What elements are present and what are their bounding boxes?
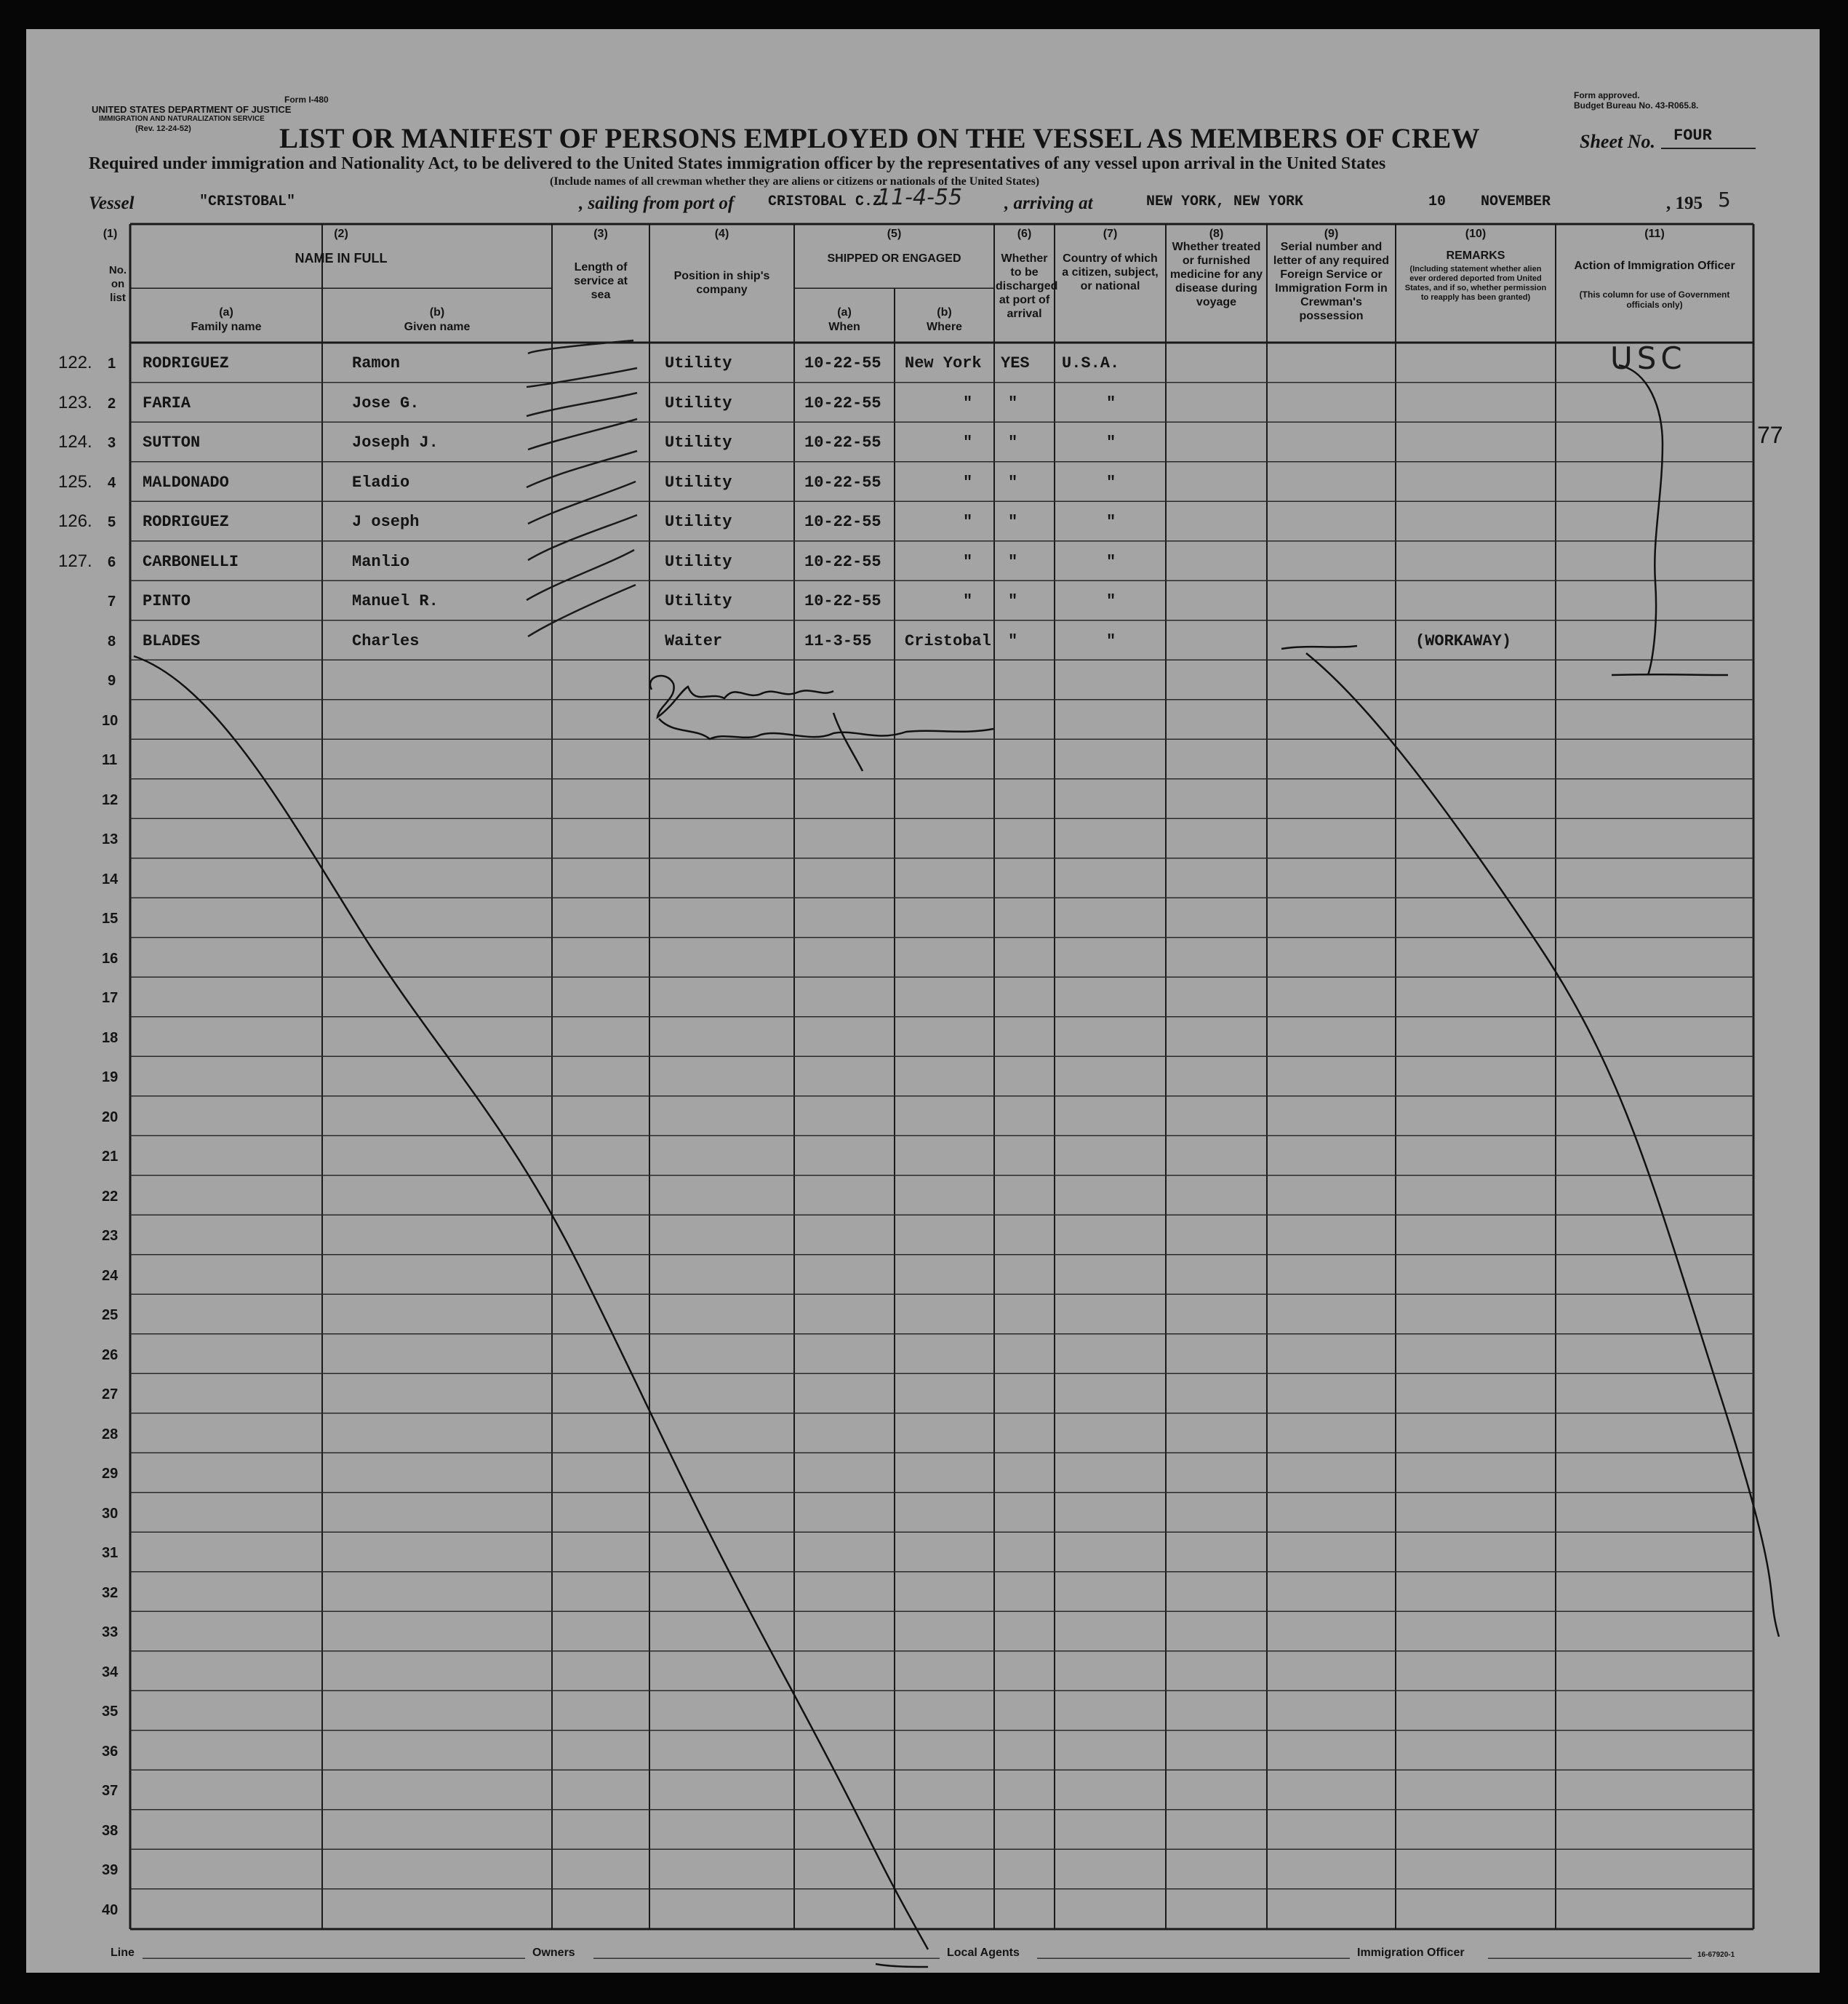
form-approval: Form approved.	[1574, 90, 1640, 100]
col-11-sub: (This column for use of Government officials only)	[1579, 290, 1730, 310]
col-11-label: Action of Immigration Officer	[1574, 260, 1735, 272]
row-number: 32	[102, 1584, 119, 1601]
arrival-year-digit: 5	[1718, 188, 1731, 212]
given-name-cell: Eladio	[352, 473, 410, 492]
row-number: 33	[102, 1624, 119, 1640]
remarks-cell: (WORKAWAY)	[1415, 631, 1512, 650]
position-cell: Utility	[665, 552, 732, 571]
position-cell: Utility	[665, 434, 732, 452]
shipped-where-cell: "	[963, 513, 973, 531]
footer-print-code: 16-67920-1	[1697, 1951, 1735, 1959]
discharged-cell: "	[1008, 434, 1018, 452]
family-name-cell: SUTTON	[143, 434, 201, 452]
position-cell: Waiter	[665, 631, 723, 650]
col-2a-number: (a)	[219, 306, 233, 319]
shipped-where-cell: "	[963, 473, 973, 492]
count-annotation: 77	[1757, 422, 1783, 448]
vessel-name: "CRISTOBAL"	[199, 193, 296, 210]
family-name-cell: RODRIGUEZ	[143, 354, 229, 372]
col-9-number: (9)	[1324, 228, 1339, 240]
col-5a-number: (a)	[837, 306, 852, 319]
discharged-cell: "	[1008, 552, 1018, 571]
family-name-cell: FARIA	[143, 394, 191, 412]
shipped-when-cell: 10-22-55	[804, 434, 881, 452]
row-number: 26	[102, 1346, 119, 1363]
given-name-cell: J oseph	[352, 513, 420, 531]
arriving-label: , arriving at	[1004, 193, 1093, 213]
department-name: UNITED STATES DEPARTMENT OF JUSTICE	[92, 104, 292, 115]
country-cell: "	[1106, 552, 1116, 571]
row-number: 34	[102, 1664, 119, 1680]
family-name-cell: PINTO	[143, 592, 191, 610]
col-8-number: (8)	[1209, 228, 1224, 240]
row-number: 37	[102, 1783, 119, 1799]
country-cell: "	[1106, 394, 1116, 412]
row-number: 16	[102, 950, 119, 967]
row-number: 39	[102, 1862, 119, 1878]
row-number: 3	[108, 435, 116, 451]
row-number: 12	[102, 791, 119, 808]
shipped-when-cell: 10-22-55	[804, 552, 881, 571]
shipped-where-cell: "	[963, 394, 973, 412]
usc-annotation: USC	[1610, 340, 1687, 376]
position-cell: Utility	[665, 513, 732, 531]
discharged-cell: "	[1008, 592, 1018, 610]
sailing-date-handwritten: 11-4-55	[877, 185, 963, 210]
length-of-service-tick-marks	[527, 340, 637, 636]
form-revision: (Rev. 12-24-52)	[135, 124, 191, 133]
given-name-cell: Joseph J.	[352, 434, 439, 452]
form-number: Form I-480	[284, 95, 329, 105]
row-number: 28	[102, 1426, 119, 1442]
shipped-where-cell: New York	[905, 354, 982, 372]
col-10-sub: (Including statement whether alien ever ordered deported from United States, and if so, whether permission to reapply has been granted)	[1404, 265, 1547, 302]
family-name-cell: BLADES	[143, 631, 201, 650]
manifest-sheet	[26, 29, 1820, 1973]
discharged-cell: "	[1008, 631, 1018, 650]
given-name-cell: Ramon	[352, 354, 401, 372]
discharged-cell: YES	[1001, 354, 1030, 372]
col-10-label: REMARKS	[1446, 249, 1505, 262]
country-cell: U.S.A.	[1062, 354, 1120, 372]
footer-agents-label: Local Agents	[947, 1947, 1020, 1959]
row-number: 20	[102, 1109, 119, 1125]
col-2-label: NAME IN FULL	[295, 251, 388, 266]
shipped-where-cell: Cristobal	[905, 631, 991, 650]
row-number: 9	[108, 673, 116, 689]
discharged-cell: "	[1008, 513, 1018, 531]
col-5b-label: Where	[927, 321, 962, 333]
vessel-label: Vessel	[89, 193, 135, 213]
list-number-handwritten: 127.	[58, 551, 92, 571]
sailing-port: CRISTOBAL C.Z.	[768, 193, 891, 210]
list-number-handwritten: 126.	[58, 511, 92, 531]
country-cell: "	[1106, 434, 1116, 452]
shipped-when-cell: 10-22-55	[804, 473, 881, 492]
arrival-year-prefix: , 195	[1666, 193, 1703, 213]
col-2-number: (2)	[334, 228, 348, 240]
shipped-when-cell: 10-22-55	[804, 592, 881, 610]
footer-officer-label: Immigration Officer	[1357, 1947, 1465, 1959]
given-name-cell: Manlio	[352, 552, 410, 571]
row-number: 24	[102, 1267, 119, 1284]
footer-line-label: Line	[111, 1947, 135, 1959]
row-number: 4	[108, 474, 116, 491]
given-name-cell: Charles	[352, 631, 420, 650]
row-number: 8	[108, 633, 116, 650]
budget-bureau: Budget Bureau No. 43-R065.8.	[1574, 100, 1699, 111]
row-number: 18	[102, 1029, 119, 1046]
officer-signature	[650, 676, 993, 771]
row-number: 5	[108, 514, 116, 530]
row-number: 27	[102, 1386, 119, 1402]
position-cell: Utility	[665, 592, 732, 610]
service-name: IMMIGRATION AND NATURALIZATION SERVICE	[99, 115, 265, 123]
sailing-port-label: , sailing from port of	[579, 193, 735, 213]
col-2a-label: Family name	[191, 321, 262, 333]
discharged-cell: "	[1008, 394, 1018, 412]
row-number: 2	[108, 395, 116, 412]
col-2b-label: Given name	[404, 321, 471, 333]
position-cell: Utility	[665, 354, 732, 372]
sheet-label: Sheet No.	[1580, 131, 1655, 152]
row-number: 30	[102, 1505, 119, 1522]
page-subtitle: Required under immigration and Nationality Act, to be delivered to the United States immigration officer by the representatives of any vessel upon arrival in the United States	[89, 154, 1386, 173]
col-8-label: Whether treated or furnished medicine for any disease during voyage	[1169, 241, 1263, 308]
row-number: 31	[102, 1545, 119, 1561]
row-number: 36	[102, 1743, 119, 1760]
col-7-number: (7)	[1103, 228, 1118, 240]
col-5a-label: When	[828, 321, 860, 333]
row-number: 14	[102, 871, 119, 887]
col-7-label: Country of which a citizen, subject, or national	[1062, 252, 1159, 292]
row-number: 11	[102, 752, 118, 768]
col-6-label: Whether to be discharged at port of arrival	[996, 252, 1058, 320]
col-3-label: Length of service at sea	[574, 261, 628, 301]
sheet-number: FOUR	[1673, 127, 1712, 145]
row-number: 19	[102, 1069, 119, 1085]
col-1-number: (1)	[103, 228, 118, 240]
row-number: 22	[102, 1188, 119, 1205]
country-cell: "	[1106, 631, 1116, 650]
arrival-day: 10	[1428, 193, 1447, 210]
usc-bracket	[1281, 365, 1728, 675]
shipped-where-cell: "	[963, 552, 973, 571]
col-1-label: No. on list	[108, 264, 127, 304]
row-number: 7	[108, 594, 116, 610]
crew-inclusion-note: (Include names of all crewman whether they are aliens or citizens or nationals of the United States)	[550, 175, 1040, 188]
shipped-when-cell: 10-22-55	[804, 354, 881, 372]
arrival-month: NOVEMBER	[1481, 193, 1551, 210]
family-name-cell: MALDONADO	[143, 473, 229, 492]
row-number: 1	[108, 356, 116, 372]
col-5-number: (5)	[887, 228, 902, 240]
position-cell: Utility	[665, 473, 732, 492]
col-5b-number: (b)	[937, 306, 952, 319]
family-name-cell: CARBONELLI	[143, 552, 239, 571]
list-number-handwritten: 125.	[58, 471, 92, 492]
row-number: 13	[102, 831, 119, 847]
footer-owners-label: Owners	[532, 1947, 575, 1959]
col-11-number: (11)	[1644, 228, 1665, 240]
col-3-number: (3)	[593, 228, 608, 240]
col-4-number: (4)	[714, 228, 729, 240]
row-number: 21	[102, 1149, 119, 1165]
row-number: 23	[102, 1228, 119, 1244]
arrival-port: NEW YORK, NEW YORK	[1146, 193, 1304, 210]
country-cell: "	[1106, 592, 1116, 610]
shipped-when-cell: 10-22-55	[804, 513, 881, 531]
shipped-where-cell: "	[963, 434, 973, 452]
country-cell: "	[1106, 513, 1116, 531]
col-4-label: Position in ship's company	[673, 270, 770, 296]
col-10-number: (10)	[1465, 228, 1487, 240]
shipped-when-cell: 11-3-55	[804, 631, 872, 650]
row-number: 17	[102, 990, 119, 1006]
list-number-handwritten: 124.	[58, 432, 92, 452]
row-number: 29	[102, 1466, 119, 1482]
family-name-cell: RODRIGUEZ	[143, 513, 229, 531]
row-number: 35	[102, 1704, 119, 1720]
row-number: 6	[108, 554, 116, 570]
page-title: LIST OR MANIFEST OF PERSONS EMPLOYED ON THE VESSEL AS MEMBERS OF CREW	[279, 123, 1480, 154]
row-number: 38	[102, 1822, 119, 1839]
row-number: 25	[102, 1307, 119, 1323]
given-name-cell: Manuel R.	[352, 592, 439, 610]
list-number-handwritten: 122.	[58, 353, 92, 372]
discharged-cell: "	[1008, 473, 1018, 492]
country-cell: "	[1106, 473, 1116, 492]
col-6-number: (6)	[1017, 228, 1032, 240]
col-5-label: SHIPPED OR ENGAGED	[827, 252, 961, 265]
given-name-cell: Jose G.	[352, 394, 420, 412]
row-number: 15	[102, 911, 119, 927]
list-number-handwritten: 123.	[58, 392, 92, 412]
row-number: 40	[102, 1901, 119, 1918]
position-cell: Utility	[665, 394, 732, 412]
shipped-when-cell: 10-22-55	[804, 394, 881, 412]
shipped-where-cell: "	[963, 592, 973, 610]
col-9-label: Serial number and letter of any required Foreign Service or Immigration Form in Crewman's possession	[1273, 241, 1390, 322]
row-number: 10	[102, 712, 119, 729]
col-2b-number: (b)	[429, 306, 445, 319]
